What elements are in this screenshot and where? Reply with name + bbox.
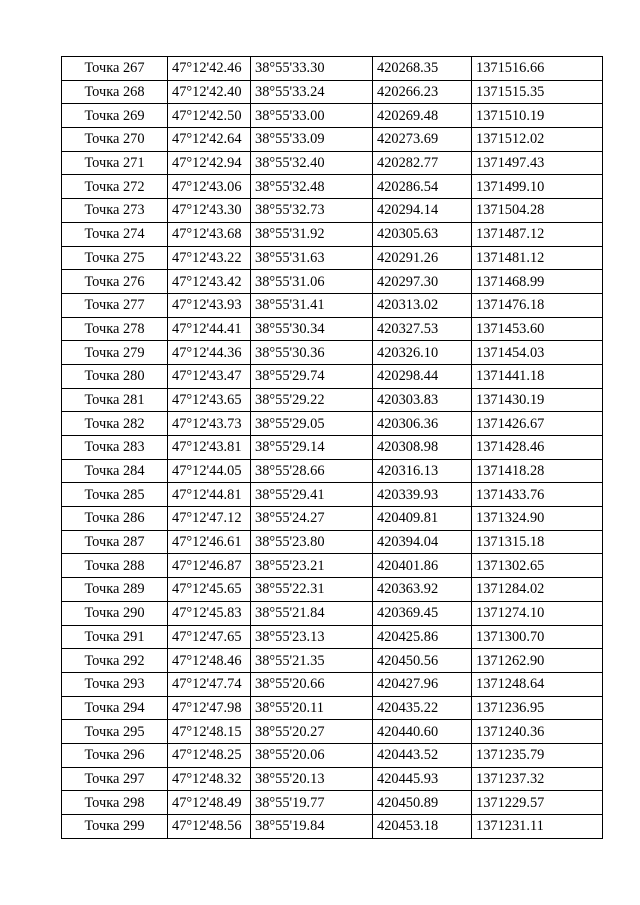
x-coordinate-cell: 420327.53 xyxy=(373,317,472,341)
point-name-cell: Точка 289 xyxy=(62,578,168,602)
y-coordinate-cell: 1371274.10 xyxy=(472,601,603,625)
table-row xyxy=(62,767,603,791)
x-coordinate-cell: 420308.98 xyxy=(373,436,472,460)
point-name-cell: Точка 285 xyxy=(62,483,168,507)
table-row xyxy=(62,696,603,720)
latitude-cell: 47°12'43.22 xyxy=(168,246,251,270)
table-row xyxy=(62,57,603,81)
longitude-cell: 38°55'19.77 xyxy=(251,791,373,815)
longitude-cell: 38°55'19.84 xyxy=(251,815,373,839)
longitude-cell: 38°55'32.73 xyxy=(251,199,373,223)
point-name-cell: Точка 269 xyxy=(62,104,168,128)
y-coordinate-cell: 1371229.57 xyxy=(472,791,603,815)
x-coordinate-cell: 420339.93 xyxy=(373,483,472,507)
longitude-cell: 38°55'29.05 xyxy=(251,412,373,436)
table-row xyxy=(62,341,603,365)
table-row xyxy=(62,791,603,815)
point-name-cell: Точка 272 xyxy=(62,175,168,199)
table-row xyxy=(62,815,603,839)
point-name-cell: Точка 271 xyxy=(62,151,168,175)
y-coordinate-cell: 1371468.99 xyxy=(472,270,603,294)
y-coordinate-cell: 1371315.18 xyxy=(472,530,603,554)
latitude-cell: 47°12'42.94 xyxy=(168,151,251,175)
longitude-cell: 38°55'31.63 xyxy=(251,246,373,270)
y-coordinate-cell: 1371430.19 xyxy=(472,388,603,412)
y-coordinate-cell: 1371426.67 xyxy=(472,412,603,436)
longitude-cell: 38°55'32.48 xyxy=(251,175,373,199)
point-name-cell: Точка 282 xyxy=(62,412,168,436)
y-coordinate-cell: 1371441.18 xyxy=(472,364,603,388)
x-coordinate-cell: 420297.30 xyxy=(373,270,472,294)
longitude-cell: 38°55'31.06 xyxy=(251,270,373,294)
table-row xyxy=(62,554,603,578)
point-name-cell: Точка 276 xyxy=(62,270,168,294)
point-name-cell: Точка 292 xyxy=(62,649,168,673)
table-row xyxy=(62,388,603,412)
latitude-cell: 47°12'43.30 xyxy=(168,199,251,223)
table-row xyxy=(62,151,603,175)
latitude-cell: 47°12'45.83 xyxy=(168,601,251,625)
latitude-cell: 47°12'43.93 xyxy=(168,293,251,317)
x-coordinate-cell: 420303.83 xyxy=(373,388,472,412)
x-coordinate-cell: 420440.60 xyxy=(373,720,472,744)
longitude-cell: 38°55'33.00 xyxy=(251,104,373,128)
table-row xyxy=(62,507,603,531)
y-coordinate-cell: 1371262.90 xyxy=(472,649,603,673)
table-row xyxy=(62,436,603,460)
y-coordinate-cell: 1371454.03 xyxy=(472,341,603,365)
longitude-cell: 38°55'21.84 xyxy=(251,601,373,625)
table-row xyxy=(62,246,603,270)
point-name-cell: Точка 284 xyxy=(62,459,168,483)
x-coordinate-cell: 420305.63 xyxy=(373,222,472,246)
point-name-cell: Точка 296 xyxy=(62,743,168,767)
longitude-cell: 38°55'29.22 xyxy=(251,388,373,412)
latitude-cell: 47°12'47.65 xyxy=(168,625,251,649)
x-coordinate-cell: 420363.92 xyxy=(373,578,472,602)
table-row xyxy=(62,743,603,767)
table-row xyxy=(62,530,603,554)
x-coordinate-cell: 420269.48 xyxy=(373,104,472,128)
longitude-cell: 38°55'33.09 xyxy=(251,128,373,152)
point-name-cell: Точка 290 xyxy=(62,601,168,625)
longitude-cell: 38°55'29.14 xyxy=(251,436,373,460)
y-coordinate-cell: 1371510.19 xyxy=(472,104,603,128)
y-coordinate-cell: 1371453.60 xyxy=(472,317,603,341)
x-coordinate-cell: 420450.56 xyxy=(373,649,472,673)
latitude-cell: 47°12'46.87 xyxy=(168,554,251,578)
x-coordinate-cell: 420291.26 xyxy=(373,246,472,270)
x-coordinate-cell: 420445.93 xyxy=(373,767,472,791)
table-row xyxy=(62,672,603,696)
y-coordinate-cell: 1371476.18 xyxy=(472,293,603,317)
table-row xyxy=(62,128,603,152)
point-name-cell: Точка 273 xyxy=(62,199,168,223)
latitude-cell: 47°12'43.47 xyxy=(168,364,251,388)
y-coordinate-cell: 1371240.36 xyxy=(472,720,603,744)
longitude-cell: 38°55'23.80 xyxy=(251,530,373,554)
point-name-cell: Точка 286 xyxy=(62,507,168,531)
y-coordinate-cell: 1371300.70 xyxy=(472,625,603,649)
table-row xyxy=(62,720,603,744)
longitude-cell: 38°55'30.36 xyxy=(251,341,373,365)
point-name-cell: Точка 281 xyxy=(62,388,168,412)
latitude-cell: 47°12'43.81 xyxy=(168,436,251,460)
y-coordinate-cell: 1371324.90 xyxy=(472,507,603,531)
x-coordinate-cell: 420313.02 xyxy=(373,293,472,317)
table-row xyxy=(62,222,603,246)
x-coordinate-cell: 420294.14 xyxy=(373,199,472,223)
longitude-cell: 38°55'31.92 xyxy=(251,222,373,246)
point-name-cell: Точка 279 xyxy=(62,341,168,365)
point-name-cell: Точка 283 xyxy=(62,436,168,460)
x-coordinate-cell: 420316.13 xyxy=(373,459,472,483)
x-coordinate-cell: 420394.04 xyxy=(373,530,472,554)
x-coordinate-cell: 420425.86 xyxy=(373,625,472,649)
x-coordinate-cell: 420401.86 xyxy=(373,554,472,578)
point-name-cell: Точка 287 xyxy=(62,530,168,554)
point-name-cell: Точка 294 xyxy=(62,696,168,720)
latitude-cell: 47°12'44.05 xyxy=(168,459,251,483)
longitude-cell: 38°55'20.27 xyxy=(251,720,373,744)
point-name-cell: Точка 280 xyxy=(62,364,168,388)
point-name-cell: Точка 293 xyxy=(62,672,168,696)
y-coordinate-cell: 1371504.28 xyxy=(472,199,603,223)
table-row xyxy=(62,293,603,317)
longitude-cell: 38°55'22.31 xyxy=(251,578,373,602)
y-coordinate-cell: 1371487.12 xyxy=(472,222,603,246)
point-name-cell: Точка 298 xyxy=(62,791,168,815)
longitude-cell: 38°55'20.06 xyxy=(251,743,373,767)
point-name-cell: Точка 288 xyxy=(62,554,168,578)
longitude-cell: 38°55'20.66 xyxy=(251,672,373,696)
y-coordinate-cell: 1371499.10 xyxy=(472,175,603,199)
y-coordinate-cell: 1371284.02 xyxy=(472,578,603,602)
latitude-cell: 47°12'42.46 xyxy=(168,57,251,81)
point-name-cell: Точка 278 xyxy=(62,317,168,341)
longitude-cell: 38°55'30.34 xyxy=(251,317,373,341)
x-coordinate-cell: 420282.77 xyxy=(373,151,472,175)
x-coordinate-cell: 420369.45 xyxy=(373,601,472,625)
y-coordinate-cell: 1371236.95 xyxy=(472,696,603,720)
y-coordinate-cell: 1371481.12 xyxy=(472,246,603,270)
longitude-cell: 38°55'28.66 xyxy=(251,459,373,483)
latitude-cell: 47°12'48.46 xyxy=(168,649,251,673)
longitude-cell: 38°55'33.24 xyxy=(251,80,373,104)
table-row xyxy=(62,317,603,341)
x-coordinate-cell: 420453.18 xyxy=(373,815,472,839)
x-coordinate-cell: 420326.10 xyxy=(373,341,472,365)
latitude-cell: 47°12'44.36 xyxy=(168,341,251,365)
y-coordinate-cell: 1371235.79 xyxy=(472,743,603,767)
latitude-cell: 47°12'48.25 xyxy=(168,743,251,767)
point-name-cell: Точка 295 xyxy=(62,720,168,744)
x-coordinate-cell: 420298.44 xyxy=(373,364,472,388)
table-row xyxy=(62,199,603,223)
latitude-cell: 47°12'47.74 xyxy=(168,672,251,696)
point-name-cell: Точка 299 xyxy=(62,815,168,839)
longitude-cell: 38°55'24.27 xyxy=(251,507,373,531)
longitude-cell: 38°55'23.13 xyxy=(251,625,373,649)
latitude-cell: 47°12'47.12 xyxy=(168,507,251,531)
point-name-cell: Точка 277 xyxy=(62,293,168,317)
latitude-cell: 47°12'48.56 xyxy=(168,815,251,839)
y-coordinate-cell: 1371418.28 xyxy=(472,459,603,483)
table-row xyxy=(62,625,603,649)
longitude-cell: 38°55'20.11 xyxy=(251,696,373,720)
x-coordinate-cell: 420268.35 xyxy=(373,57,472,81)
table-row xyxy=(62,175,603,199)
x-coordinate-cell: 420286.54 xyxy=(373,175,472,199)
table-row xyxy=(62,412,603,436)
point-name-cell: Точка 267 xyxy=(62,57,168,81)
point-name-cell: Точка 274 xyxy=(62,222,168,246)
latitude-cell: 47°12'46.61 xyxy=(168,530,251,554)
y-coordinate-cell: 1371497.43 xyxy=(472,151,603,175)
longitude-cell: 38°55'29.74 xyxy=(251,364,373,388)
table-row xyxy=(62,364,603,388)
latitude-cell: 47°12'43.65 xyxy=(168,388,251,412)
longitude-cell: 38°55'31.41 xyxy=(251,293,373,317)
x-coordinate-cell: 420435.22 xyxy=(373,696,472,720)
table-row xyxy=(62,104,603,128)
latitude-cell: 47°12'43.06 xyxy=(168,175,251,199)
longitude-cell: 38°55'20.13 xyxy=(251,767,373,791)
x-coordinate-cell: 420443.52 xyxy=(373,743,472,767)
x-coordinate-cell: 420427.96 xyxy=(373,672,472,696)
latitude-cell: 47°12'42.50 xyxy=(168,104,251,128)
latitude-cell: 47°12'44.41 xyxy=(168,317,251,341)
longitude-cell: 38°55'23.21 xyxy=(251,554,373,578)
x-coordinate-cell: 420266.23 xyxy=(373,80,472,104)
longitude-cell: 38°55'32.40 xyxy=(251,151,373,175)
table-row xyxy=(62,270,603,294)
y-coordinate-cell: 1371248.64 xyxy=(472,672,603,696)
x-coordinate-cell: 420306.36 xyxy=(373,412,472,436)
point-name-cell: Точка 275 xyxy=(62,246,168,270)
latitude-cell: 47°12'48.49 xyxy=(168,791,251,815)
y-coordinate-cell: 1371512.02 xyxy=(472,128,603,152)
point-name-cell: Точка 268 xyxy=(62,80,168,104)
table-row xyxy=(62,601,603,625)
table-row xyxy=(62,578,603,602)
latitude-cell: 47°12'48.15 xyxy=(168,720,251,744)
x-coordinate-cell: 420273.69 xyxy=(373,128,472,152)
point-name-cell: Точка 297 xyxy=(62,767,168,791)
coordinates-table-body xyxy=(62,57,603,839)
table-row xyxy=(62,483,603,507)
latitude-cell: 47°12'42.40 xyxy=(168,80,251,104)
y-coordinate-cell: 1371433.76 xyxy=(472,483,603,507)
y-coordinate-cell: 1371515.35 xyxy=(472,80,603,104)
y-coordinate-cell: 1371302.65 xyxy=(472,554,603,578)
latitude-cell: 47°12'43.68 xyxy=(168,222,251,246)
longitude-cell: 38°55'33.30 xyxy=(251,57,373,81)
y-coordinate-cell: 1371237.32 xyxy=(472,767,603,791)
y-coordinate-cell: 1371428.46 xyxy=(472,436,603,460)
latitude-cell: 47°12'47.98 xyxy=(168,696,251,720)
table-row xyxy=(62,459,603,483)
longitude-cell: 38°55'29.41 xyxy=(251,483,373,507)
table-row xyxy=(62,649,603,673)
point-name-cell: Точка 270 xyxy=(62,128,168,152)
y-coordinate-cell: 1371231.11 xyxy=(472,815,603,839)
latitude-cell: 47°12'43.42 xyxy=(168,270,251,294)
latitude-cell: 47°12'42.64 xyxy=(168,128,251,152)
coordinates-table xyxy=(61,56,603,839)
longitude-cell: 38°55'21.35 xyxy=(251,649,373,673)
x-coordinate-cell: 420450.89 xyxy=(373,791,472,815)
latitude-cell: 47°12'44.81 xyxy=(168,483,251,507)
latitude-cell: 47°12'48.32 xyxy=(168,767,251,791)
latitude-cell: 47°12'43.73 xyxy=(168,412,251,436)
point-name-cell: Точка 291 xyxy=(62,625,168,649)
table-row xyxy=(62,80,603,104)
y-coordinate-cell: 1371516.66 xyxy=(472,57,603,81)
x-coordinate-cell: 420409.81 xyxy=(373,507,472,531)
latitude-cell: 47°12'45.65 xyxy=(168,578,251,602)
